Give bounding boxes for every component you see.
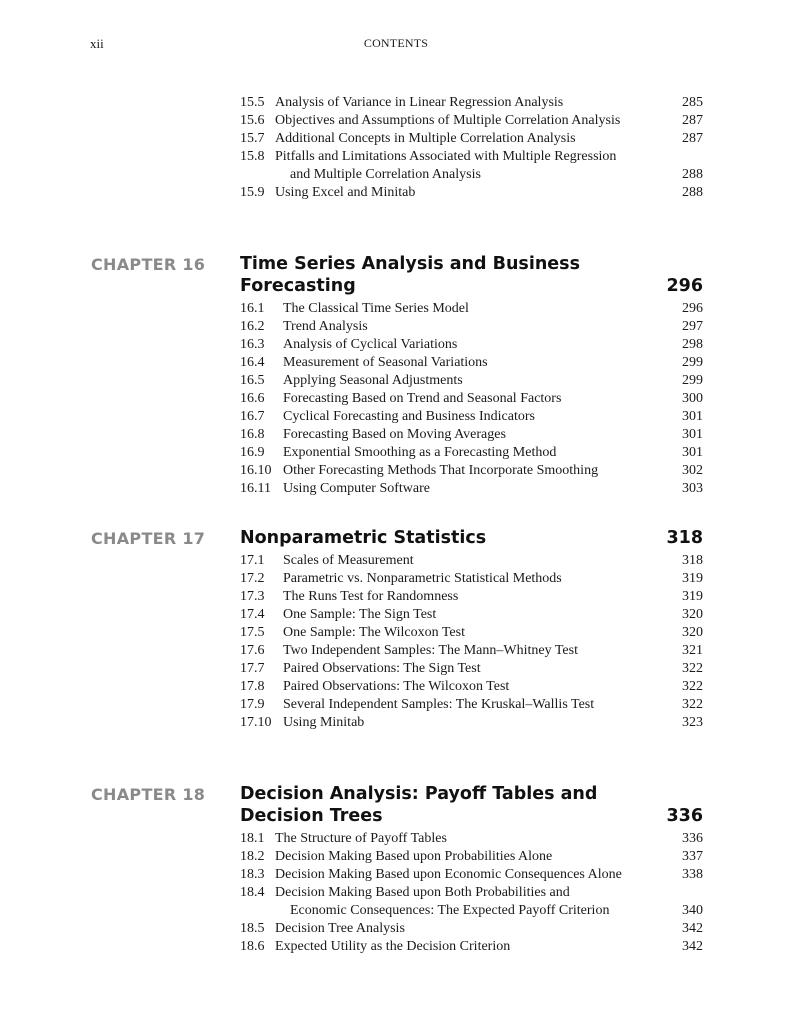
section-page: 297 <box>682 319 703 334</box>
section-number: 16.7 <box>240 409 265 424</box>
toc-entry[interactable] <box>240 660 703 678</box>
section-page: 299 <box>682 355 703 370</box>
chapter-title: Nonparametric Statistics <box>240 528 487 548</box>
section-title: Additional Concepts in Multiple Correlation Analysis <box>275 131 576 146</box>
section-title-continued: Economic Consequences: The Expected Payoff Criterion <box>290 903 610 918</box>
section-title: Expected Utility as the Decision Criterion <box>275 939 511 954</box>
section-title: Decision Tree Analysis <box>275 921 405 936</box>
section-title: Decision Making Based upon Both Probabilities and <box>275 885 570 900</box>
section-title: Analysis of Cyclical Variations <box>283 337 458 352</box>
toc-entry[interactable] <box>240 696 703 714</box>
section-number: 16.9 <box>240 445 265 460</box>
section-page: 336 <box>682 831 703 846</box>
chapter-title: Decision Analysis: Payoff Tables and Decision Trees <box>240 784 598 826</box>
page-header <box>90 36 702 54</box>
toc-entry[interactable] <box>240 588 703 606</box>
section-number: 17.3 <box>240 589 265 604</box>
chapter-title: Time Series Analysis and Business Forecasting <box>240 254 581 296</box>
section-title: Forecasting Based on Moving Averages <box>283 427 506 442</box>
section-page: 296 <box>682 301 703 316</box>
section-title: Paired Observations: The Wilcoxon Test <box>283 679 510 694</box>
section-page: 300 <box>682 391 703 406</box>
section-title: One Sample: The Wilcoxon Test <box>283 625 465 640</box>
section-number: 17.8 <box>240 679 265 694</box>
chapter-page: 336 <box>666 806 703 826</box>
toc-entry[interactable] <box>240 184 703 202</box>
toc-entry[interactable] <box>240 938 703 956</box>
chapter-label: CHAPTER 16 <box>91 255 206 274</box>
section-page: 301 <box>682 409 703 424</box>
section-title: Decision Making Based upon Probabilities Alone <box>275 849 553 864</box>
section-page: 340 <box>682 903 703 918</box>
section-number: 18.3 <box>240 867 265 882</box>
section-page: 303 <box>682 481 703 496</box>
section-list <box>240 300 703 498</box>
section-page: 322 <box>682 697 703 712</box>
section-number: 18.5 <box>240 921 265 936</box>
section-number: 15.5 <box>240 95 265 110</box>
section-number: 16.1 <box>240 301 265 316</box>
continued-section-list <box>240 94 703 202</box>
toc-entry[interactable] <box>240 570 703 588</box>
section-title: The Runs Test for Randomness <box>283 589 459 604</box>
section-number: 17.2 <box>240 571 265 586</box>
section-title: Scales of Measurement <box>283 553 414 568</box>
section-title: Exponential Smoothing as a Forecasting Method <box>283 445 557 460</box>
chapter-heading[interactable] <box>240 253 703 297</box>
toc-entry[interactable] <box>240 336 703 354</box>
section-number: 16.5 <box>240 373 265 388</box>
section-number: 17.6 <box>240 643 265 658</box>
toc-entry[interactable] <box>240 552 703 570</box>
section-title: Measurement of Seasonal Variations <box>283 355 488 370</box>
section-title: The Classical Time Series Model <box>283 301 469 316</box>
toc-entry[interactable] <box>240 714 703 732</box>
section-number: 15.9 <box>240 185 265 200</box>
toc-entry[interactable] <box>240 848 703 866</box>
section-page: 319 <box>682 589 703 604</box>
section-page: 342 <box>682 939 703 954</box>
section-page: 287 <box>682 113 703 128</box>
section-title: Other Forecasting Methods That Incorporate Smoothing <box>283 463 599 478</box>
toc-entry[interactable] <box>240 624 703 642</box>
section-page: 301 <box>682 445 703 460</box>
toc-entry[interactable] <box>240 920 703 938</box>
section-title: Trend Analysis <box>283 319 368 334</box>
toc-entry[interactable] <box>240 318 703 336</box>
section-page: 299 <box>682 373 703 388</box>
section-page: 287 <box>682 131 703 146</box>
toc-entry[interactable] <box>240 444 703 462</box>
section-number: 16.3 <box>240 337 265 352</box>
section-title: Parametric vs. Nonparametric Statistical Methods <box>283 571 562 586</box>
toc-entry[interactable] <box>240 94 703 112</box>
section-number: 16.2 <box>240 319 265 334</box>
toc-entry[interactable] <box>240 148 703 184</box>
section-number: 18.1 <box>240 831 265 846</box>
section-page: 301 <box>682 427 703 442</box>
section-title: Applying Seasonal Adjustments <box>283 373 463 388</box>
section-number: 16.11 <box>240 481 271 496</box>
section-page: 337 <box>682 849 703 864</box>
section-page: 288 <box>682 167 703 182</box>
section-title: Decision Making Based upon Economic Consequences Alone <box>275 867 622 882</box>
section-title-continued: and Multiple Correlation Analysis <box>290 167 481 182</box>
section-title: Several Independent Samples: The Kruskal–Wallis Test <box>283 697 595 712</box>
section-title-wrap <box>275 148 616 184</box>
chapter-18-block <box>240 783 703 956</box>
toc-entry[interactable] <box>240 372 703 390</box>
section-title: Objectives and Assumptions of Multiple Correlation Analysis <box>275 113 621 128</box>
section-number: 15.7 <box>240 131 265 146</box>
chapter-page: 296 <box>666 276 703 296</box>
toc-entry[interactable] <box>240 462 703 480</box>
toc-entry[interactable] <box>240 354 703 372</box>
chapter-16-block <box>240 253 703 498</box>
toc-entry[interactable] <box>240 642 703 660</box>
section-page: 342 <box>682 921 703 936</box>
toc-entry[interactable] <box>240 426 703 444</box>
toc-entry[interactable] <box>240 130 703 148</box>
section-number: 17.9 <box>240 697 265 712</box>
section-page: 285 <box>682 95 703 110</box>
section-title: One Sample: The Sign Test <box>283 607 437 622</box>
chapter-label: CHAPTER 17 <box>91 529 206 548</box>
section-number: 16.8 <box>240 427 265 442</box>
section-page: 319 <box>682 571 703 586</box>
toc-entry[interactable] <box>240 300 703 318</box>
section-title-wrap <box>275 884 609 920</box>
section-number: 16.4 <box>240 355 265 370</box>
section-title: Analysis of Variance in Linear Regression Analysis <box>275 95 564 110</box>
section-number: 17.4 <box>240 607 265 622</box>
chapter-label: CHAPTER 18 <box>91 785 206 804</box>
page-number: xii <box>90 36 104 51</box>
section-list <box>240 830 703 956</box>
toc-entry[interactable] <box>240 884 703 920</box>
toc-entry[interactable] <box>240 830 703 848</box>
section-title: Using Minitab <box>283 715 365 730</box>
section-number: 18.6 <box>240 939 265 954</box>
section-title: Using Computer Software <box>283 481 430 496</box>
section-page: 323 <box>682 715 703 730</box>
section-page: 288 <box>682 185 703 200</box>
section-page: 338 <box>682 867 703 882</box>
section-number: 16.6 <box>240 391 265 406</box>
section-number: 17.10 <box>240 715 272 730</box>
toc-entry[interactable] <box>240 678 703 696</box>
section-page: 320 <box>682 625 703 640</box>
section-title: The Structure of Payoff Tables <box>275 831 447 846</box>
toc-entry[interactable] <box>240 480 703 498</box>
section-list <box>240 552 703 732</box>
section-title: Pitfalls and Limitations Associated with Multiple Regression <box>275 149 617 164</box>
section-title: Using Excel and Minitab <box>275 185 416 200</box>
section-title: Forecasting Based on Trend and Seasonal Factors <box>283 391 562 406</box>
section-page: 322 <box>682 679 703 694</box>
toc-entry[interactable] <box>240 408 703 426</box>
section-number: 18.4 <box>240 885 265 900</box>
section-title: Cyclical Forecasting and Business Indicators <box>283 409 535 424</box>
chapter-heading[interactable] <box>240 527 703 549</box>
toc-entry[interactable] <box>240 606 703 624</box>
toc-entry[interactable] <box>240 112 703 130</box>
chapter-17-block <box>240 527 703 732</box>
section-number: 15.8 <box>240 149 265 164</box>
section-title: Paired Observations: The Sign Test <box>283 661 481 676</box>
section-page: 322 <box>682 661 703 676</box>
section-number: 17.5 <box>240 625 265 640</box>
section-number: 15.6 <box>240 113 265 128</box>
section-page: 318 <box>682 553 703 568</box>
chapter-heading[interactable] <box>240 783 703 827</box>
section-number: 17.1 <box>240 553 265 568</box>
section-page: 321 <box>682 643 703 658</box>
chapter-page: 318 <box>666 528 703 548</box>
section-page: 302 <box>682 463 703 478</box>
toc-entry[interactable] <box>240 866 703 884</box>
section-number: 18.2 <box>240 849 265 864</box>
section-number: 16.10 <box>240 463 272 478</box>
section-number: 17.7 <box>240 661 265 676</box>
section-page: 298 <box>682 337 703 352</box>
section-title: Two Independent Samples: The Mann–Whitney Test <box>283 643 578 658</box>
section-page: 320 <box>682 607 703 622</box>
toc-entry[interactable] <box>240 390 703 408</box>
running-head: CONTENTS <box>363 36 429 50</box>
